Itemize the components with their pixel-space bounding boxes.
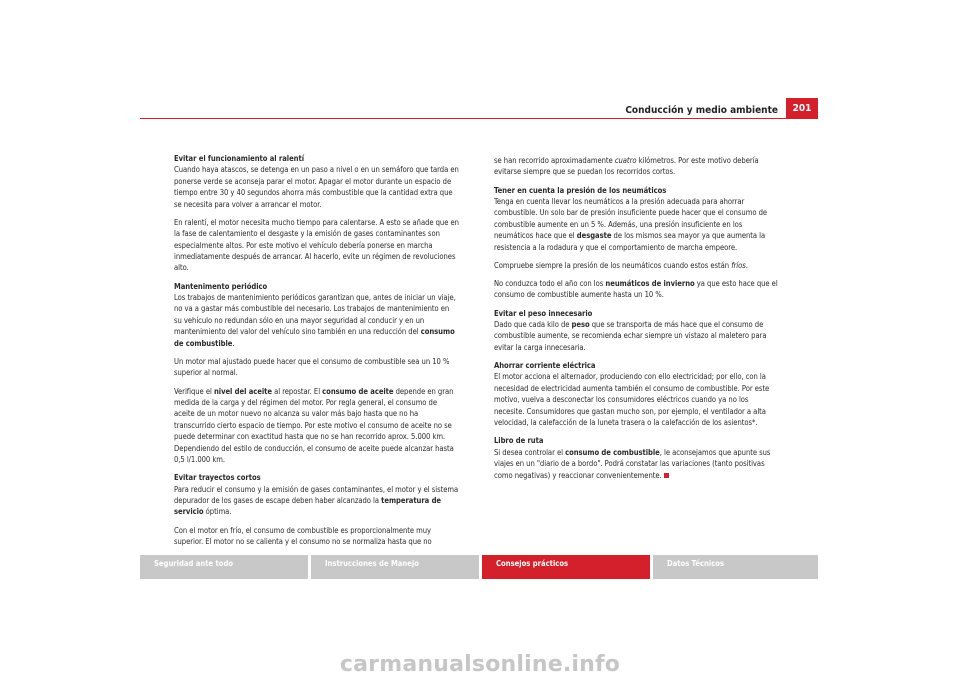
- text-run: kilómetros. Por este motivo debería evitarse siempre que se puedan los recorridos cortos.: [494, 156, 759, 177]
- tab-datos[interactable]: Datos Técnicos: [653, 555, 818, 579]
- section-heading-corriente: Ahorrar corriente eléctrica: [494, 361, 596, 371]
- bold-term: desgaste: [576, 231, 612, 241]
- paragraph: [494, 319, 779, 353]
- header-rule: [140, 118, 818, 119]
- section-heading-peso: Evitar el peso innecesario: [494, 308, 593, 318]
- text-run: se han recorrido aproximadamente: [494, 156, 615, 165]
- paragraph: [494, 196, 779, 253]
- italic-term: cuatro: [614, 156, 637, 165]
- text-run: Los trabajos de mantenimiento periódicos garantizan que, antes de iniciar un viaje, no va a gastar más combustible del necesario. Los trabajos de mantenimiento en su vehículo no redundan sólo en una mayor seguridad al conducir y en un mantenimiento del valor del vehículo sino también en una reducción del: [174, 293, 456, 337]
- text-run: Tenga en cuenta llevar los neumáticos a la presión adecuada para ahorrar combustible. Un solo bar de presión insuficiente puede hacer que el consumo de combustible aumente en un 5 %. Además, una presión insuficiente en los neumáticos hace que el: [494, 197, 768, 241]
- paragraph: [494, 278, 779, 301]
- paragraph: El motor acciona el alternador, produciendo con ello electricidad; por ello, con la necesidad de electricidad aumenta también el consumo de combustible. Por este motivo, vuelva a desconectar los consumidores eléctricos cuando ya no los necesite. Consumidores que gastan mucho son, por ejemplo, el ventilador a alta velocidad, la calefacción de la luneta trasera o la calefacción de los asientos*.: [494, 372, 770, 428]
- text-run: , le aconsejamos que apunte sus viajes en un "diario de a bordo". Podrá constatar las variaciones (tanto positivas como negativas) y reaccionar convenientemente.: [494, 447, 771, 480]
- bold-term: consumo de combustible: [174, 327, 455, 348]
- section-heading-libro: Libro de ruta: [494, 436, 544, 446]
- section-heading-trayectos: Evitar trayectos cortos: [174, 473, 261, 483]
- bold-term: consumo de aceite: [322, 386, 394, 396]
- text-run: .: [745, 260, 748, 270]
- page-number: 201: [786, 98, 818, 118]
- text-run: depende en gran medida de la carga y del régimen del motor. Por regla general, el consumo de aceite de un motor nuevo no alcanza su valor más bajo hasta que no ha transcurrido cierto espacio de tiempo. Por este motivo el consumo de aceite no se puede determinar con exactitud hasta que no se han recorrido aprox. 5.000 km. Dependiendo del estilo de conducción, el consumo de aceite puede alcanzar hasta 0,5 l/1.000 km.: [174, 386, 454, 464]
- paragraph: [174, 484, 459, 518]
- text-run: de los mismos sea mayor ya que aumenta la resistencia a la rodadura y que el comportamiento de marcha empeore.: [494, 231, 766, 252]
- section-heading-mantenimiento: Mantenimento periódico: [174, 281, 268, 291]
- paragraph: Un motor mal ajustado puede hacer que el consumo de combustible sea un 10 % superior al normal.: [174, 356, 450, 378]
- bold-term: temperatura de servicio: [174, 495, 441, 517]
- text-run: óptima.: [203, 507, 232, 517]
- text-run: al repostar. El: [271, 386, 323, 396]
- chapter-title: Conducción y medio ambiente: [625, 105, 778, 116]
- end-of-section-marker: [664, 473, 669, 478]
- paragraph: [494, 447, 779, 481]
- tab-instrucciones[interactable]: Instrucciones de Manejo: [311, 555, 479, 579]
- bold-term: consumo de combustible: [565, 447, 660, 457]
- bold-term: nivel del aceite: [213, 386, 272, 396]
- section-heading-ralenti: Evitar el funcionamiento al ralentí: [174, 154, 304, 163]
- tab-seguridad[interactable]: Seguridad ante todo: [140, 555, 308, 579]
- paragraph: [494, 155, 779, 178]
- bold-term: peso: [571, 320, 590, 330]
- text-run: .: [232, 338, 235, 348]
- italic-term: fríos: [731, 260, 746, 270]
- paragraph: [494, 260, 779, 271]
- right-column: [494, 155, 779, 488]
- text-run: que se transporta de más hace que el consumo de combustible aumente, se recomienda echar siempre un vistazo al maletero para evitar la carga innecesaria.: [494, 320, 767, 352]
- text-run: Dado que cada kilo de: [494, 320, 572, 330]
- paragraph: [174, 386, 459, 466]
- tab-consejos[interactable]: Consejos prácticos: [482, 555, 650, 579]
- watermark: carmanualsonline.info: [339, 652, 621, 677]
- text-run: Verifique el: [174, 386, 214, 396]
- text-run: ya que esto hace que el consumo de combustible aumente hasta un 10 %.: [494, 279, 778, 300]
- section-heading-presion: Tener en cuenta la presión de los neumáticos: [494, 185, 667, 195]
- paragraph: Con el motor en frío, el consumo de combustible es proporcionalmente muy superior. El motor no se calienta y el consumo no se normaliza hasta que no: [174, 525, 432, 546]
- text-run: Si desea controlar el: [494, 447, 566, 457]
- text-run: Compruebe siempre la presión de los neumáticos cuando estos están: [494, 260, 732, 270]
- footer-nav: [140, 555, 818, 579]
- left-column: [174, 153, 459, 554]
- bold-term: neumáticos de invierno: [605, 279, 695, 289]
- paragraph: En ralentí, el motor necesita mucho tiempo para calentarse. A esto se añade que en la fase de calentamiento el desgaste y la emisión de gases contaminantes son especialmente altos. Por este motivo el vehículo debería ponerse en marcha inmediatamente después de arrancar. Al hacerlo, evite un régimen de revoluciones alto.: [174, 217, 459, 273]
- text-run: Para reducir el consumo y la emisión de gases contaminantes, el motor y el sistema depurador de los gases de escape deben haber alcanzado la: [174, 484, 459, 505]
- text-run: No conduzca todo el año con los: [494, 279, 606, 289]
- paragraph: Cuando haya atascos, se detenga en un paso a nivel o en un semáforo que tarda en ponerse verde se aconseja parar el motor. Apagar el motor durante un espacio de tiempo entre 30 y 40 segundos ahorra más combustible que la cantidad extra que se necesita para volver a arrancar el motor.: [174, 165, 459, 209]
- paragraph: [174, 292, 459, 349]
